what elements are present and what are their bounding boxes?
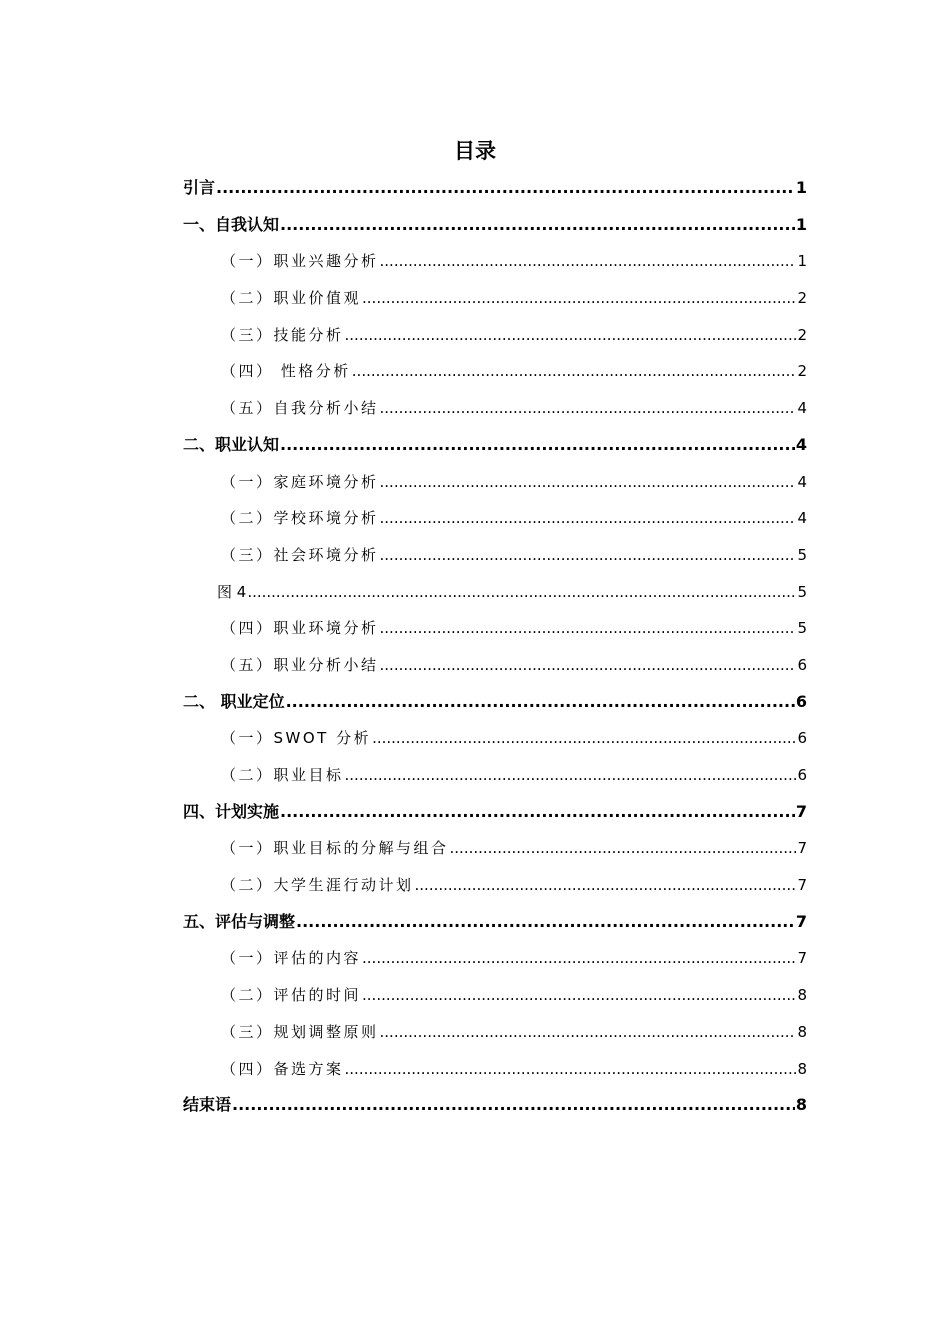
toc-page-number: 5 [797, 545, 807, 564]
toc-dot-leader [380, 1014, 797, 1051]
toc-page-number: 6 [795, 691, 807, 711]
toc-entry-section[interactable] [183, 757, 807, 794]
toc-page-number: 5 [797, 619, 807, 638]
toc-page-number: 1 [797, 252, 807, 271]
toc-entry-section[interactable] [183, 280, 807, 317]
toc-title: 目录 [454, 139, 496, 163]
toc-entry-label: （三）规划调整原则 [221, 1022, 379, 1041]
toc-dot-leader [280, 207, 795, 244]
toc-dot-leader [380, 647, 797, 684]
toc-entry-label: （一）评估的内容 [221, 949, 362, 968]
toc-entry-chapter[interactable] [183, 427, 807, 464]
toc-dot-leader [415, 867, 797, 904]
toc-dot-leader [286, 684, 795, 721]
toc-entry-label: （三）技能分析 [221, 325, 344, 344]
toc-dot-leader [380, 537, 797, 574]
toc-page-number: 1 [795, 178, 807, 197]
toc-page-number: 6 [797, 655, 807, 674]
toc-entry-label: 一、自我认知 [183, 214, 280, 234]
toc-dot-leader [280, 427, 795, 464]
toc-entry-label: （二）职业目标 [221, 766, 344, 784]
toc-dot-leader [380, 464, 797, 501]
toc-page-number: 2 [797, 325, 807, 344]
toc-list [183, 170, 807, 1124]
toc-page-number: 2 [797, 289, 807, 308]
toc-page-number: 7 [797, 876, 807, 895]
toc-page-number: 6 [797, 766, 807, 784]
toc-entry-label: （一）SWOT 分析 [221, 729, 372, 748]
toc-entry-label: （一）职业兴趣分析 [221, 252, 379, 271]
toc-entry-label: 二、职业认知 [183, 434, 280, 454]
toc-entry-label: （二）学校环境分析 [221, 509, 379, 528]
toc-entry-label: （二）大学生涯行动计划 [221, 876, 414, 895]
toc-dot-leader [345, 317, 797, 354]
toc-page-number: 8 [797, 1059, 807, 1078]
toc-entry-label: （五）自我分析小结 [221, 399, 379, 418]
toc-entry-label: 五、评估与调整 [183, 911, 296, 931]
toc-page-number: 4 [797, 509, 807, 528]
toc-entry-section[interactable] [183, 720, 807, 757]
toc-entry-label: （四）备选方案 [221, 1059, 344, 1078]
toc-entry-label: （三）社会环境分析 [221, 545, 379, 564]
toc-entry-section[interactable] [183, 1051, 807, 1088]
toc-entry-section[interactable] [183, 867, 807, 904]
toc-entry-section[interactable] [183, 647, 807, 684]
toc-page-number: 8 [795, 1095, 807, 1115]
toc-entry-section[interactable] [183, 940, 807, 977]
toc-entry-label: （四） 性格分析 [221, 362, 351, 381]
toc-entry-label: 四、计划实施 [183, 801, 280, 821]
toc-entry-label: 结束语 [183, 1095, 232, 1115]
toc-page-number: 4 [797, 472, 807, 491]
toc-entry-section[interactable] [183, 317, 807, 354]
toc-dot-leader [352, 353, 797, 390]
toc-entry-chapter[interactable] [183, 170, 807, 207]
toc-entry-label: 二、 职业定位 [183, 691, 285, 711]
toc-dot-leader [216, 170, 795, 207]
toc-entry-section[interactable] [183, 830, 807, 867]
toc-entry-section[interactable] [183, 353, 807, 390]
toc-entry-chapter[interactable] [183, 1087, 807, 1124]
toc-page-number: 8 [797, 986, 807, 1005]
toc-entry-label: （一）职业目标的分解与组合 [221, 839, 449, 858]
toc-entry-label: （一）家庭环境分析 [221, 472, 379, 491]
toc-entry-label: （五）职业分析小结 [221, 655, 379, 674]
toc-page-number: 2 [797, 362, 807, 381]
toc-dot-leader [296, 904, 795, 941]
toc-dot-leader [362, 280, 796, 317]
toc-page-number: 7 [797, 839, 807, 858]
toc-page-number: 5 [797, 582, 807, 601]
toc-dot-leader [362, 940, 796, 977]
toc-page-number: 7 [795, 911, 807, 931]
toc-entry-section[interactable] [183, 610, 807, 647]
toc-entry-section[interactable] [183, 977, 807, 1014]
toc-entry-label: （四）职业环境分析 [221, 619, 379, 638]
toc-page-number: 7 [795, 801, 807, 821]
toc-page-number: 7 [797, 949, 807, 968]
toc-entry-label: （二）评估的时间 [221, 986, 362, 1005]
toc-entry-section[interactable] [183, 464, 807, 501]
toc-dot-leader [345, 757, 797, 794]
toc-entry-label: 图 4 [217, 582, 247, 601]
toc-dot-leader [280, 794, 795, 831]
toc-page-number: 8 [797, 1022, 807, 1041]
toc-entry-chapter[interactable] [183, 207, 807, 244]
toc-dot-leader [362, 977, 796, 1014]
toc-dot-leader [380, 390, 797, 427]
toc-entry-section[interactable] [183, 574, 807, 611]
toc-entry-chapter[interactable] [183, 904, 807, 941]
toc-entry-section[interactable] [183, 390, 807, 427]
toc-dot-leader [380, 243, 797, 280]
toc-entry-section[interactable] [183, 537, 807, 574]
toc-dot-leader [450, 830, 797, 867]
toc-dot-leader [232, 1087, 795, 1124]
toc-page-number: 4 [795, 434, 807, 454]
toc-dot-leader [380, 610, 797, 647]
toc-entry-label: 引言 [183, 178, 216, 197]
toc-entry-section[interactable] [183, 1014, 807, 1051]
toc-entry-section[interactable] [183, 500, 807, 537]
toc-page-number: 1 [795, 214, 807, 234]
toc-page-number: 4 [797, 399, 807, 418]
toc-dot-leader [380, 500, 797, 537]
toc-dot-leader [247, 574, 796, 611]
toc-entry-chapter[interactable] [183, 684, 807, 721]
toc-page-number: 6 [797, 729, 807, 748]
toc-dot-leader [372, 720, 796, 757]
toc-entry-label: （二）职业价值观 [221, 289, 362, 308]
toc-dot-leader [345, 1051, 797, 1088]
toc-entry-section[interactable] [183, 243, 807, 280]
toc-entry-chapter[interactable] [183, 794, 807, 831]
